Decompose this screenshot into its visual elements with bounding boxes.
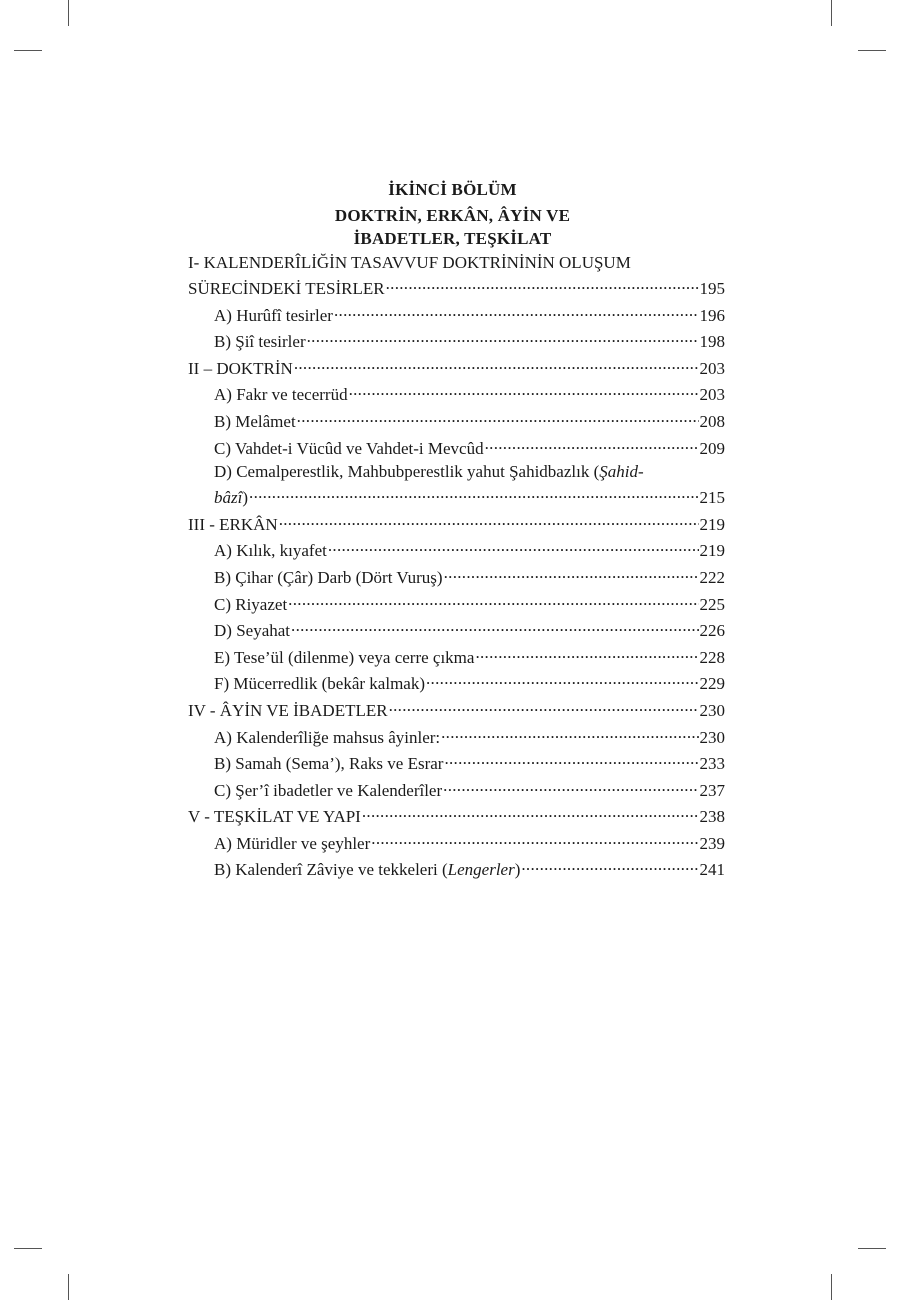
toc-entry-title: A) Hurûfî tesirler [214, 305, 333, 325]
toc-page-number: 215 [699, 488, 725, 508]
dot-leader [307, 329, 699, 347]
toc-entry-2d-line [188, 462, 725, 485]
dot-leader [475, 645, 698, 663]
toc-entry-title: C) Vahdet-i Vücûd ve Vahdet-i Mevcûd [214, 438, 484, 458]
toc-entry-3a [188, 538, 725, 565]
toc-page-number: 196 [699, 305, 725, 325]
dot-leader [294, 356, 699, 374]
toc-entry-title: I- KALENDERÎLİĞİN TASAVVUF DOKTRİNİNİN OLUŞUM [188, 253, 631, 272]
toc-entry-1a [188, 303, 725, 330]
dot-leader [291, 618, 698, 636]
toc-entry-3c [188, 592, 725, 619]
toc-entry-title [214, 860, 520, 880]
toc-entry-title: B) Şiî tesirler [214, 332, 306, 352]
toc-entry-2d [188, 485, 725, 512]
crop-mark-top-right-horizontal [858, 50, 886, 51]
toc-entry-1 [188, 276, 725, 303]
toc-page-number: 233 [699, 754, 725, 774]
toc-entry-title: SÜRECİNDEKİ TESİRLER [188, 279, 385, 298]
dot-leader [362, 804, 699, 822]
toc-entry-3 [188, 512, 725, 539]
toc-entry-title: A) Kılık, kıyafet [214, 541, 327, 561]
toc-page-number: 239 [699, 833, 725, 853]
toc-page-number: 208 [699, 411, 725, 431]
toc-entry-3d [188, 618, 725, 645]
toc-page-number: 238 [699, 807, 725, 827]
toc-entry-title-pre: B) Kalenderî Zâviye ve tekkeleri ( [214, 860, 448, 880]
toc-page-number: 222 [699, 567, 725, 587]
toc-entry-title: B) Melâmet [214, 411, 296, 431]
chapter-heading: İKİNCİ BÖLÜM [388, 180, 517, 199]
toc-entry-1b [188, 329, 725, 356]
toc-entry-3b [188, 565, 725, 592]
chapter-subtitle-line-2: İBADETLER, TEŞKİLAT [353, 229, 552, 248]
crop-mark-bottom-left-vertical [68, 1274, 69, 1300]
toc-entry-title: IV - ÂYİN VE İBADETLER [188, 700, 388, 720]
toc-page-number: 209 [699, 438, 725, 458]
toc-entry-title: A) Fakr ve tecerrüd [214, 385, 348, 405]
toc-entry-title: D) Cemalperestlik, Mahbubperestlik yahut Şahidbazlık ( [214, 462, 600, 482]
toc-page-number: 225 [699, 594, 725, 614]
toc-entry-1-line [188, 253, 725, 276]
toc-page-number: 198 [699, 332, 725, 352]
toc-entry-5b [188, 857, 725, 884]
toc-entry-title-italic: Şahid- [599, 462, 644, 482]
toc-entry-title-tail: ) [242, 488, 249, 508]
toc-entry-title: D) Seyahat [214, 621, 291, 641]
toc-page-number: 219 [699, 541, 725, 561]
toc-entry-2a [188, 382, 725, 409]
chapter-subtitle-line-1: DOKTRİN, ERKÂN, ÂYİN VE [334, 206, 571, 225]
toc-entry-4 [188, 698, 725, 725]
toc-entry-2b [188, 409, 725, 436]
dot-leader [443, 778, 698, 796]
toc-entry-title: III - ERKÂN [188, 514, 278, 534]
toc-entry-3e [188, 645, 725, 672]
dot-leader [288, 592, 698, 610]
toc-entry-3f [188, 671, 725, 698]
dot-leader [444, 565, 699, 583]
toc-entry-title: C) Riyazet [214, 594, 288, 614]
toc-entry-title-italic: bâzî [214, 488, 243, 508]
toc-page-number: 203 [699, 385, 725, 405]
toc-entry-title: V - TEŞKİLAT VE YAPI [188, 807, 361, 827]
dot-leader [371, 831, 698, 849]
toc-entry-title: E) Tese’ül (dilenme) veya cerre çıkma [214, 647, 475, 667]
dot-leader [521, 857, 698, 875]
toc-entry-2 [188, 356, 725, 383]
dot-leader [389, 698, 699, 716]
toc-entry-4a [188, 725, 725, 752]
toc-page-number: 230 [699, 700, 725, 720]
toc-page-number: 237 [699, 780, 725, 800]
toc-entry-title: A) Kalenderîliğe mahsus âyinler: [214, 727, 441, 747]
dot-leader [386, 276, 699, 294]
toc-entry-2c [188, 436, 725, 463]
toc-entry-title: B) Çihar (Çâr) Darb (Dört Vuruş) [214, 567, 443, 587]
toc-entry-title-italic: Lengerler [447, 860, 515, 880]
toc-entry-title: A) Müridler ve şeyhler [214, 833, 371, 853]
toc-entry-title: C) Şer’î ibadetler ve Kalenderîler [214, 780, 443, 800]
toc-page-number: 230 [699, 727, 725, 747]
dot-leader [279, 512, 699, 530]
toc-entry-title-post: ) [514, 860, 521, 880]
dot-leader [334, 303, 699, 321]
table-of-contents [188, 253, 725, 884]
crop-mark-bottom-right-vertical [831, 1274, 832, 1300]
toc-entry-5a [188, 831, 725, 858]
toc-entry-5 [188, 804, 725, 831]
crop-mark-bottom-left-horizontal [14, 1248, 42, 1249]
toc-entry-title: F) Mücerredlik (bekâr kalmak) [214, 674, 425, 694]
toc-page-number: 219 [699, 514, 725, 534]
dot-leader [328, 538, 699, 556]
crop-mark-top-left-horizontal [14, 50, 42, 51]
toc-page-number: 195 [699, 279, 725, 298]
toc-page-number: 229 [699, 674, 725, 694]
dot-leader [426, 671, 699, 689]
dot-leader [349, 382, 699, 400]
dot-leader [441, 725, 698, 743]
toc-entry-title: II – DOKTRİN [188, 358, 293, 378]
crop-mark-top-right-vertical [831, 0, 832, 26]
dot-leader [249, 485, 698, 503]
dot-leader [444, 751, 698, 769]
toc-page-number: 228 [699, 647, 725, 667]
crop-mark-bottom-right-horizontal [858, 1248, 886, 1249]
crop-mark-top-left-vertical [68, 0, 69, 26]
toc-entry-4c [188, 778, 725, 805]
toc-entry-4b [188, 751, 725, 778]
dot-leader [297, 409, 699, 427]
toc-page-number: 226 [699, 621, 725, 641]
dot-leader [485, 436, 699, 454]
toc-page-number: 241 [699, 860, 725, 880]
toc-entry-title: B) Samah (Sema’), Raks ve Esrar [214, 754, 444, 774]
toc-page-number: 203 [699, 358, 725, 378]
toc-entry-title [214, 488, 248, 508]
